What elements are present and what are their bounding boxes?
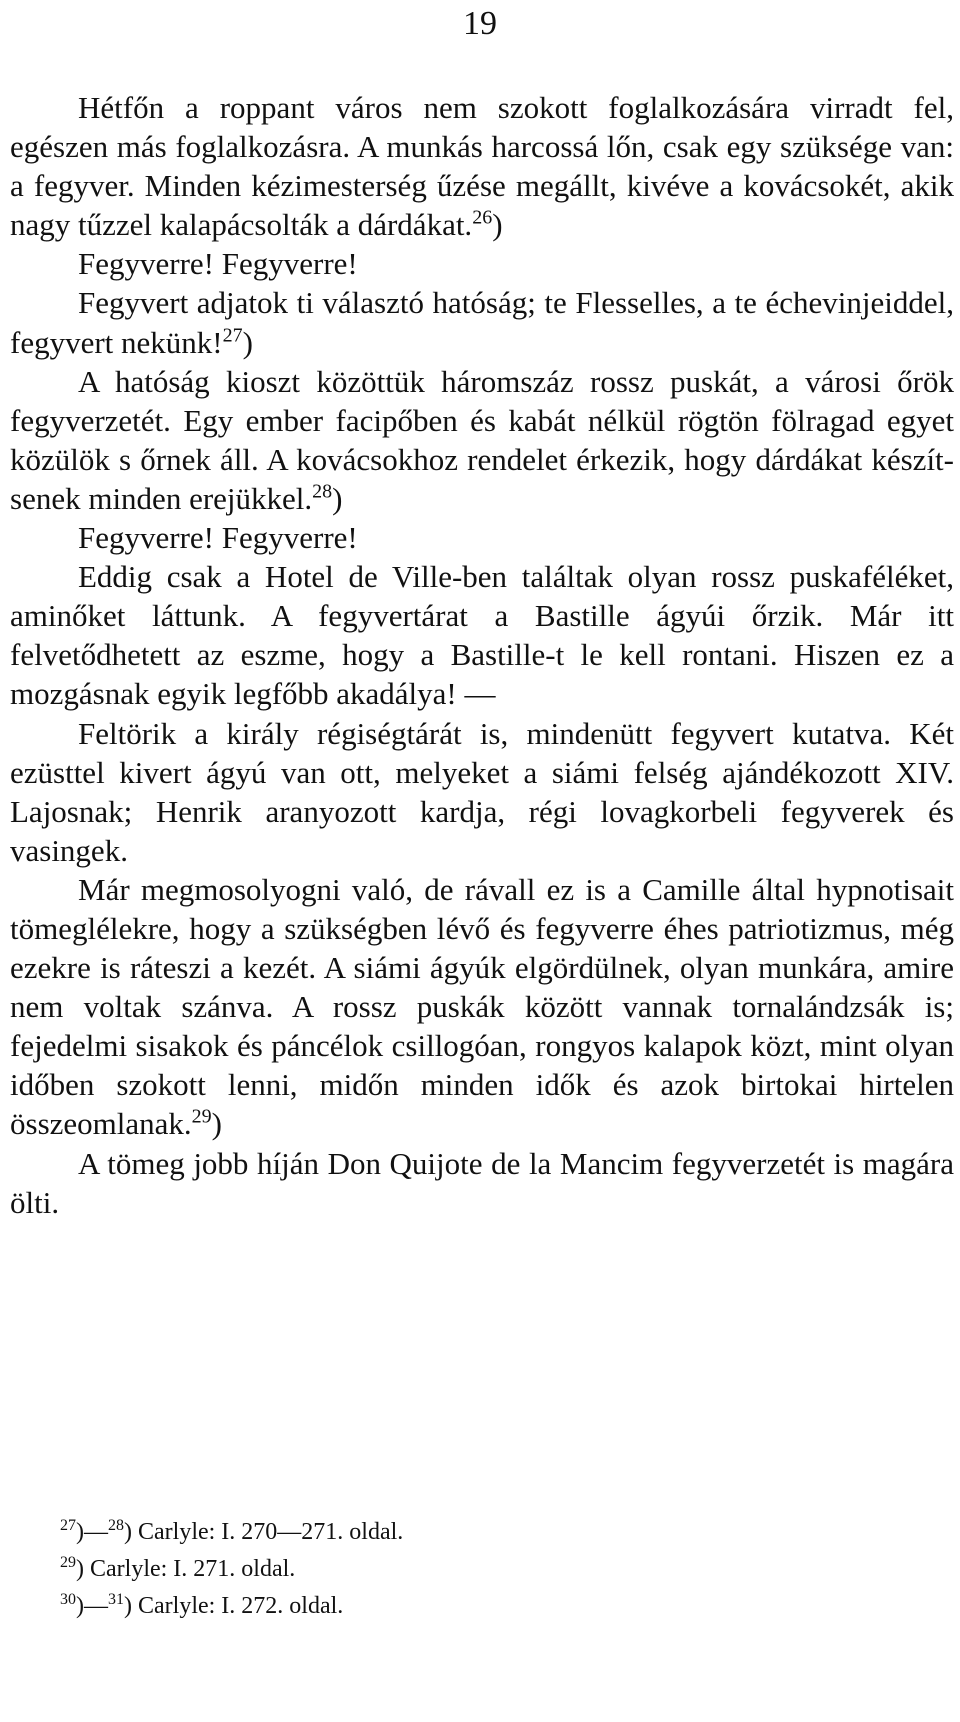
footnotes <box>60 1514 940 1625</box>
footnote-ref: 27 <box>222 324 243 347</box>
footnote-ref: 26 <box>472 206 493 229</box>
footnote-ref: 29 <box>191 1106 212 1129</box>
footnote: $^{30}$)—$^{31}$) Carlyle: I. 272. oldal. <box>60 1591 344 1619</box>
footnote: $^{29}$) Carlyle: I. 271. oldal. <box>60 1554 296 1582</box>
footnote: $^{27}$)—$^{28}$) Carlyle: I. 270—271. oldal. <box>60 1517 404 1545</box>
paragraph: Eddig csak a Hotel de Ville-ben találtak olyan rossz puskaféléket, aminőket láttunk. A fegyvertárat a Bastille ágyúi őrzik. Már itt felvetődhetett az eszme, hogy a Bastille-t le kell rontani. Hiszen ez a mozgásnak egyik legfőbb akadálya! — <box>10 559 954 712</box>
paragraph: Már megmosolyogni való, de rávall ez is a Camille által hypnotisait tömeglélekre, hogy a szükségben lévő és fegyverre éhes patriotizmus, még ezekre is ráteszi a kezét. A siámi ágyúk elgördülnek, olyan munkára, amire nem voltak szánva. A rossz puskák között vannak tornalándzsák is; fejedelmi sisakok és páncélok csillogóan, rongyos kalapok közt, mint olyan időben szokott lenni, midőn minden idők és azok birtokai hirtelen összeomlanak.$^{29}$) <box>10 871 954 1142</box>
footnote-ref: 28 <box>312 480 333 503</box>
paragraph: Fegyverre! Fegyverre! <box>78 246 358 282</box>
page-number: 19 <box>463 5 497 42</box>
paragraph: A hatóság kioszt közöttük háromszáz rossz puskát, a városi őrök fegyverzetét. Egy ember facipőben és kabát nélkül rögtön fölragad egyet közülök s őrnek áll. A kovácsokhoz rendelet érkezik, hogy dárdákat készítsenek minden erejükkel.$^{28}$) <box>10 363 954 516</box>
paragraph: Fegyvert adjatok ti választó hatóság; te Flesselles, a te échevinjeiddel, fegyvert nekünk!$^{27}$) <box>10 285 954 360</box>
paragraph: Hétfőn a roppant város nem szokott foglalkozására virradt fel, egészen más foglalkozásra. A munkás harcossá lőn, csak egy szüksége van: a fegyver. Minden kézimesterség űzése megállt, kivéve a kovácsokét, akik nagy tűzzel kalapácsolták a dárdákat.$^{26}$) <box>10 90 954 243</box>
paragraph: Feltörik a király régiségtárát is, mindenütt fegyvert kutatva. Két ezüsttel kivert ágyú van ott, melyeket a siámi felség ajándékozott XIV. Lajosnak; Henrik aranyozott kardja, régi lovagkorbeli fegyverek és vasingek. <box>10 715 954 868</box>
paragraph: Fegyverre! Fegyverre! <box>78 520 358 556</box>
body-text <box>10 88 954 1222</box>
paragraph: A tömeg jobb híján Don Quijote de la Mancim fegyverzetét is magára ölti. <box>10 1145 954 1220</box>
